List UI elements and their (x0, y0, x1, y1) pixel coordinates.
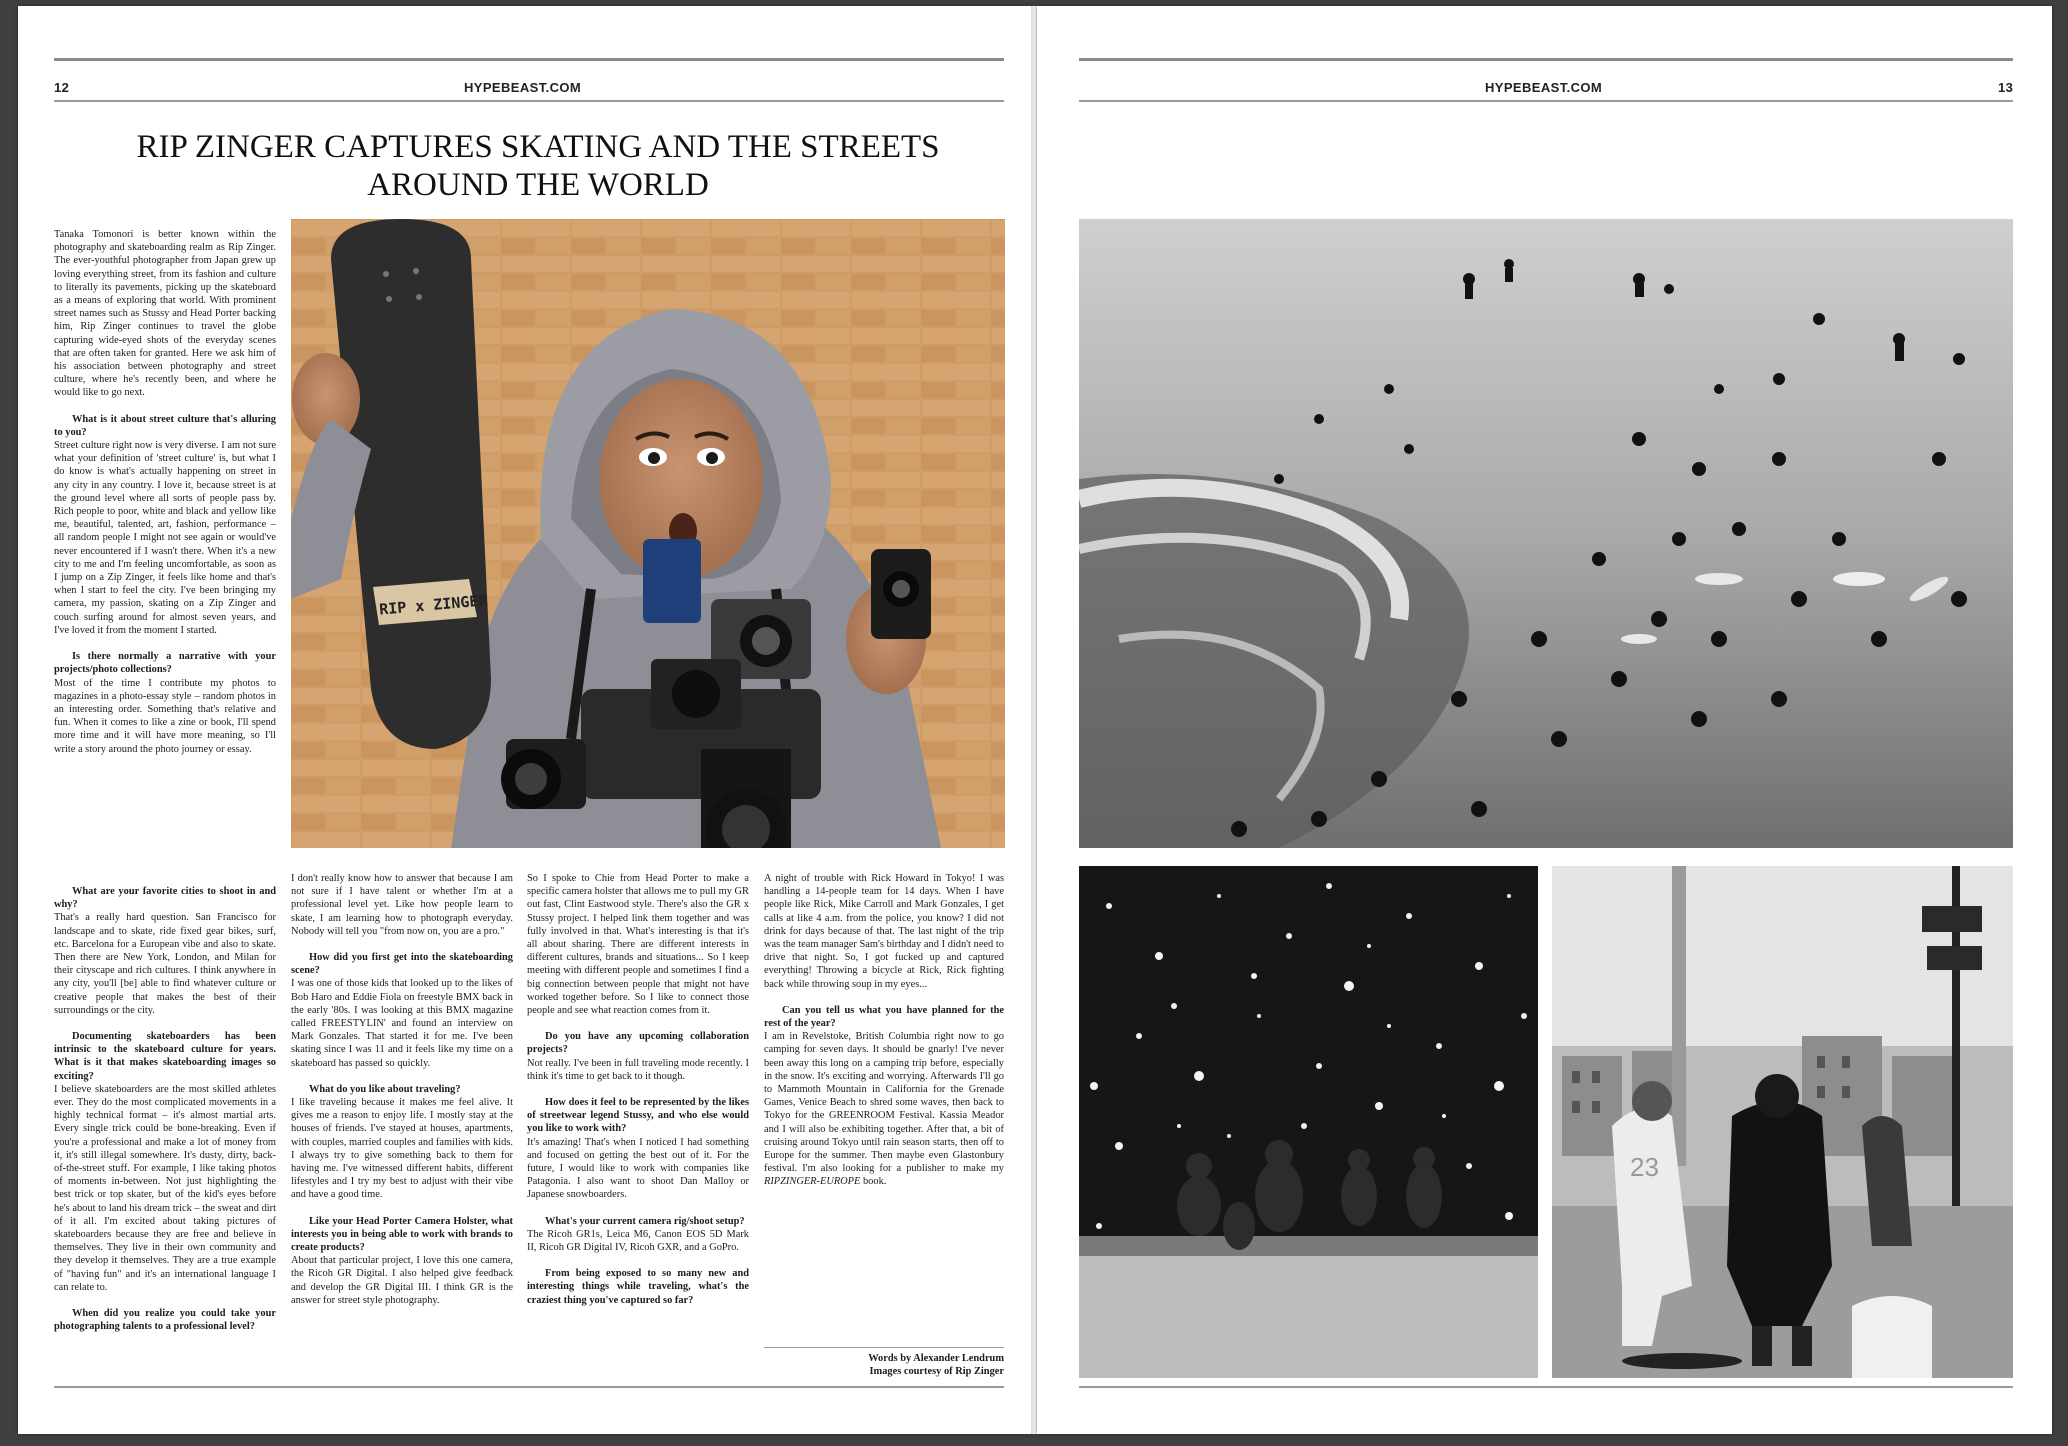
left-page (18, 6, 1033, 1434)
question-7: What do you like about traveling? (309, 1083, 461, 1095)
question-3: What are your favorite cities to shoot in and why? (54, 886, 276, 911)
column-2 (291, 872, 513, 1307)
answer-4: I believe skateboarders are the most skilled athletes ever. They do the most complicated movements in a highly technical format – it's almost martial arts. Every single trick could be bone-breaking. Even if you're a professional and make a lot of money from it, it's still illegal somewhere. It's dusty, dirty, back-of-the-street stuff. For example, I like taking photos of moments in-between. Not just highlighting the best trick or top skater, but of the kid's eyes before he's about to land his dream trick – the sweat and dirt of it all. I'm excited about taking pictures of skateboarders because they are free and believe in themselves. They live in their own community and they develop it themselves. They are a true example of "having fun" and it's an international language I can relate to. (54, 1083, 276, 1293)
question-2: Is there normally a narrative with your projects/photo collections? (54, 651, 276, 676)
surfers-illustration (1079, 219, 2013, 848)
site-name-right: HYPEBEAST.COM (1485, 80, 1603, 95)
answer-10: It's amazing! That's when I noticed I had something and focused on getting the best out of it. For the future, I would like to work with companies like Patagonia. I also want to shoot Dan Malloy or Japanese snowboarders. (527, 1136, 749, 1201)
snow-illustration (1079, 866, 1538, 1378)
portrait-photo (291, 219, 1005, 848)
question-10: How does it feel to be represented by the likes of streetwear legend Stussy, and who else would you like to work with? (527, 1097, 749, 1135)
page-number-left: 12 (54, 80, 70, 95)
answer-13-text: I am in Revelstoke, British Columbia right now to go camping for seven days. It should be gnarly! I've never been away this long on a camping trip before, especially in the snow. It's exciting and worrying. Afterwards I'll go to Mammoth Mountain in California for the Grenade Games, Venice Beach to shred some waves, then back to Tokyo for the GREENROOM Festival. Kassia Meador and I will also be exhibiting together. After that, a bit of cruising around Tokyo until rain season starts, then off to Europe for the summer. Then maybe even Glastonbury festival. I'm also looking for a publisher to make my (764, 1031, 1004, 1175)
street-illustration (1552, 866, 2013, 1378)
book-title: RIPZINGER-EUROPE (764, 1176, 861, 1188)
site-name-left: HYPEBEAST.COM (464, 80, 582, 95)
answer-8: About that particular project, I love this one camera, the Ricoh GR Digital. I also helped give feedback and develop the GR Digital III. I think GR is the answer for street style photography. (291, 1255, 513, 1306)
question-1: What is it about street culture that's alluring to you? (54, 413, 276, 438)
question-4: Documenting skateboarders has been intrinsic to the skateboard culture for years. What is it that makes skateboarding images so exciting? (54, 1031, 276, 1082)
credits-block (764, 1352, 1004, 1378)
column-1-lower (54, 872, 276, 1334)
credits-rule (764, 1347, 1004, 1348)
intro-paragraph: Tanaka Tomonori is better known within the photography and skateboarding realm as Rip Zinger. The ever-youthful photographer from Japan grew up loving everything street, from its fashion and culture to literally its pavements, picking up the skateboard as a means of exploring that world. With prominent street names such as Stussy and Head Porter backing him, Rip Zinger continues to travel the globe capturing wide-eyed shots of the everyday scenes that are often taken for granted. Here we ask him of his association between photography and street culture, where he's recently been, and where he would like to go next. (54, 229, 276, 399)
column-3 (527, 872, 749, 1307)
footer-rule-right (1079, 1386, 2013, 1388)
answer-12: A night of trouble with Rick Howard in Tokyo! I was handling a 14-people team for 14 days. When I have people like Rick, Mike Carroll and Mark Gonzales, I get calls at like 4 a.m. from the police, you know? I did not drink for days because of that. The last night of the trip was the team manager Sam's birthday and I didn't need to drive that night. So, I got fucked up and captured everything! Throwing a bicycle at Rick, Rick fighting back while throwing soup in my eyes... (764, 873, 1004, 990)
answer-1: Street culture right now is very diverse. I am not sure what your definition of 'street culture' is, but what I do know is what's actually happening on street in any city in any country. I love it, because street is at the ground level where all sorts of people pass by. Rich people to poor, white and black and yellow like me, beautiful, talented, art, fashion, performance – all random people I might not see again or would've never encountered if I wasn't there. When it's a new city to me and I'm feeling uncomfortable, as soon as I jump on a Zip Zinger, it feels like home and that's when I start to feel the city. I've been bringing my camera, my passion, skating on a Zip Zinger and couch surfing around for almost seven years, and I've loved it from the moment I started. (54, 440, 276, 636)
snow-skaters-photo (1079, 866, 1538, 1378)
question-11: What's your current camera rig/shoot setup? (545, 1215, 745, 1227)
skateboard-graffiti: RIP x ZINGER (378, 591, 489, 619)
answer-6: I was one of those kids that looked up to the likes of Bob Haro and Eddie Fiola on freestyle BMX back in the early '80s. I was looking at this BMX magazine called FREESTYLIN' and found an interview on Mark Gonzales. That started it for me. I've been skating since I was 11 and it feels like my time on a skateboard has passed so quickly. (291, 978, 513, 1069)
header-rule-bottom (54, 100, 1004, 102)
question-8: Like your Head Porter Camera Holster, what interests you in being able to work with brands to create products? (291, 1215, 513, 1254)
answer-8-continued: So I spoke to Chie from Head Porter to make a specific camera holster that allows me to pull my GR out fast, Clint Eastwood style. There's also the GR x Stussy project. I helped link them together and was fully involved in that. What's interesting is that it's all about sharing. There are different interests in different cultures, brands and situations... So I keep meeting with different people and sometimes I find a big connection between people that might not have worked together before. So I like to connect those people and see what reaction comes from it. (527, 873, 749, 1017)
question-9: Do you have any upcoming collaboration projects? (527, 1031, 749, 1056)
page-number-right: 13 (1998, 80, 2014, 95)
answer-13-end: book. (860, 1176, 887, 1188)
portrait-illustration (291, 219, 1005, 848)
answer-3: That's a really hard question. San Francisco for landscape and to skate, ride fixed gear bikes, surf, etc. Barcelona for a European vibe and also to skate. Then there are New York, London, and Milan for their cityscape and rich cultures. I think anywhere in any city, you'll [be] able to find whatever culture or creative people that makes the best of their surroundings or the city. (54, 912, 276, 1016)
answer-11: The Ricoh GR1s, Leica M6, Canon EOS 5D Mark II, Ricoh GR Digital IV, Ricoh GXR, and a GoPro. (527, 1228, 749, 1254)
question-6: How did you first get into the skateboarding scene? (291, 952, 513, 977)
surfers-photo (1079, 219, 2013, 848)
column-4 (764, 872, 1004, 1189)
answer-5: I don't really know how to answer that because I am not sure if I have talent or whether I'm at a professional level yet. Like how people learn to skate, I am learning how to photograph everyday. Nobody will tell you "from now on, you are a pro." (291, 873, 513, 937)
answer-13 (764, 1030, 1004, 1188)
credit-images: Images courtesy of Rip Zinger (869, 1366, 1004, 1378)
answer-2: Most of the time I contribute my photos to magazines in a photo-essay style – random photos in an interesting order. Something that's relative and fun. When it comes to like a zine or book, I'll spend more time and it will have more meaning, so I'll write a story around the photo journey or essay. (54, 677, 276, 755)
footer-rule-left (54, 1386, 1004, 1388)
answer-9: Not really. I've been in full traveling mode recently. I think it's time to get back to it though. (527, 1057, 749, 1082)
column-1-upper (54, 228, 276, 756)
jersey-number: 23 (1630, 1152, 1659, 1182)
answer-7: I like traveling because it makes me feel alive. It gives me a reason to enjoy life. I mostly stay at the houses of friends. I've stayed at houses, apartments, with couples, married couples and families with kids. I always try to give something back to them for having me. I've witnessed different habits, different lifestyles and I try my best to adjust with their vibe and have a good time. (291, 1097, 513, 1201)
right-page (1037, 6, 2052, 1434)
header-rule-top (54, 58, 1004, 61)
article-title: RIP ZINGER CAPTURES SKATING AND THE STREETS AROUND THE WORLD (136, 129, 940, 203)
question-13: Can you tell us what you have planned for the rest of the year? (764, 1004, 1004, 1030)
street-skaters-photo (1552, 866, 2013, 1378)
header-rule-bottom-right (1079, 100, 2013, 102)
credit-words: Words by Alexander Lendrum (868, 1353, 1004, 1364)
question-12: From being exposed to so many new and interesting things while traveling, what's the craziest thing you've captured so far? (527, 1268, 749, 1306)
question-5: When did you realize you could take your photographing talents to a professional level? (54, 1308, 276, 1333)
header-rule-top-right (1079, 58, 2013, 61)
